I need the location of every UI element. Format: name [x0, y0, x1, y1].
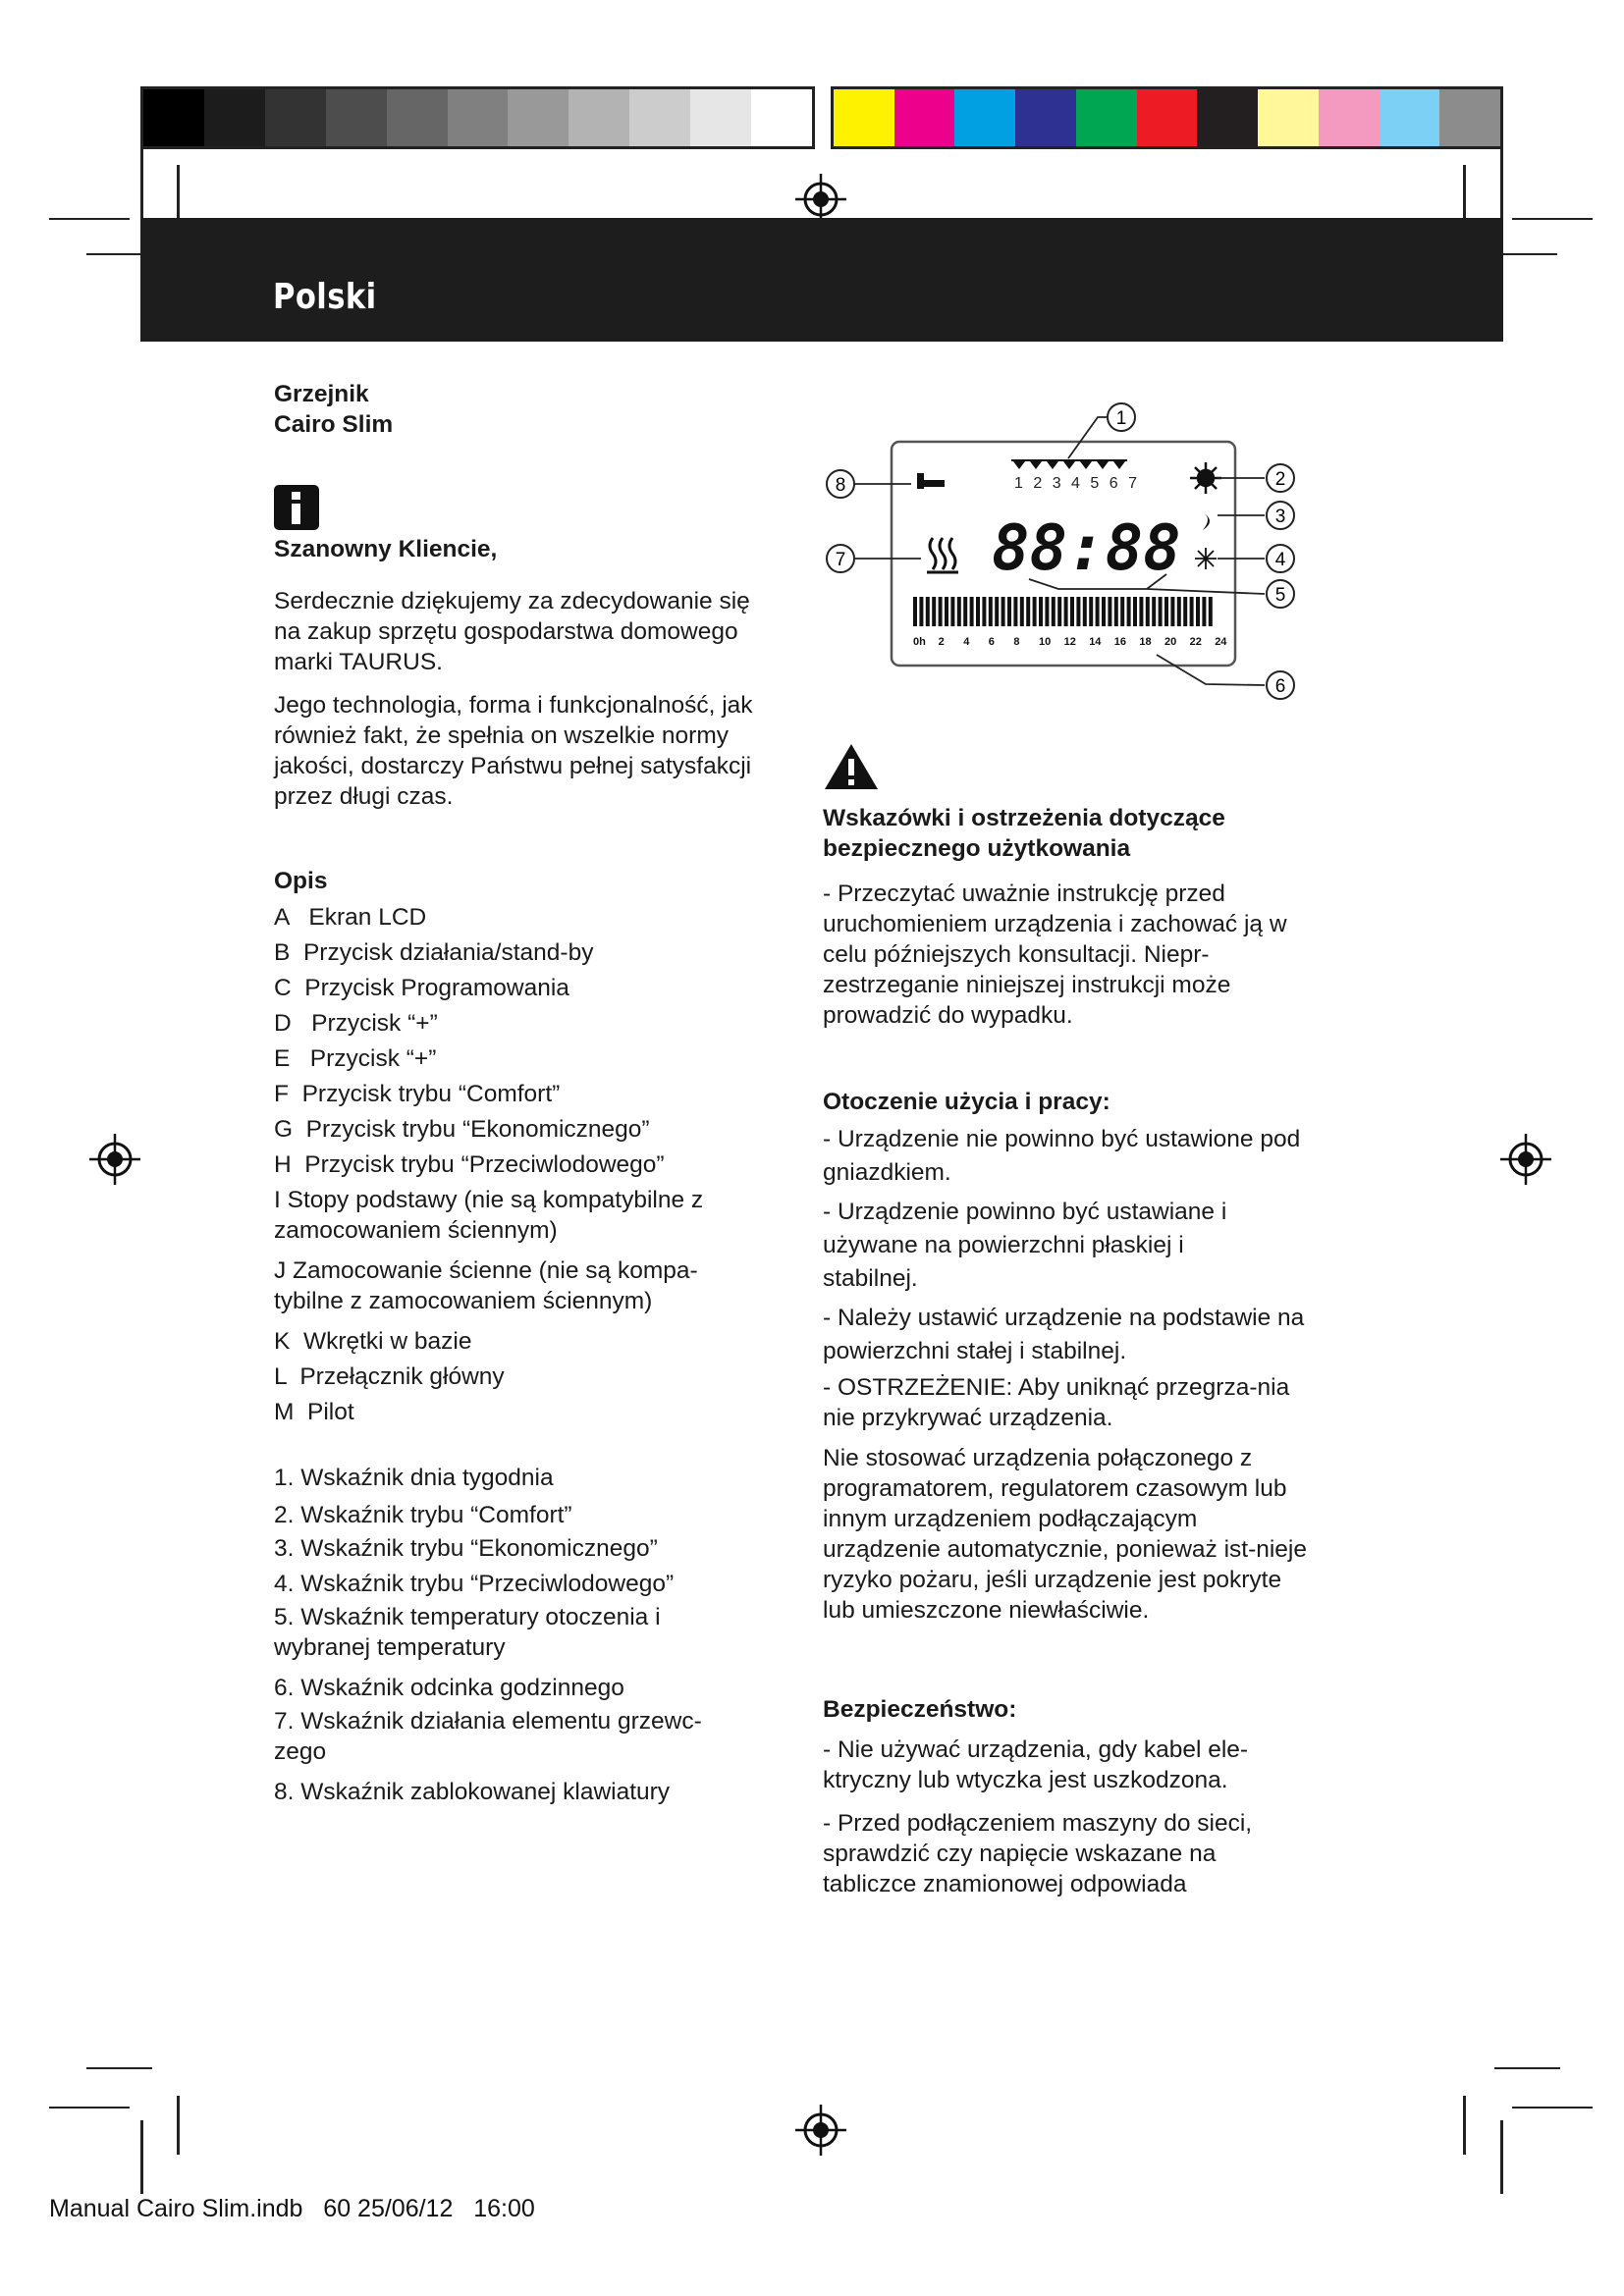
hour-bar — [950, 597, 954, 626]
hour-bar — [1052, 597, 1056, 626]
crop-mark — [1512, 218, 1593, 220]
callout-4 — [1267, 545, 1294, 572]
crop-mark — [1463, 165, 1466, 226]
hour-bar — [1170, 597, 1174, 626]
hour-label: 22 — [1189, 636, 1202, 648]
hour-bar — [1013, 597, 1017, 626]
list-item: 7. Wskaźnik działania elementu grzewc-zego — [274, 1708, 702, 1765]
right-column — [823, 742, 1314, 1899]
hour-bar — [1177, 597, 1181, 626]
hour-bar — [1076, 597, 1080, 626]
crop-mark — [140, 120, 143, 226]
hour-bar — [1020, 597, 1024, 626]
list-item: F Przycisk trybu “Comfort” — [274, 1081, 561, 1107]
crop-mark — [177, 165, 180, 226]
hour-bar — [1070, 597, 1074, 626]
callout-6 — [1267, 671, 1294, 699]
environment-heading: Otoczenie użycia i pracy: — [823, 1089, 1110, 1115]
hour-label: 8 — [1013, 636, 1020, 648]
list-item: - Przed podłączeniem maszyny do sieci, sprawdzić czy napięcie wskazane na tabliczce znamionowej odpowiada — [823, 1810, 1253, 1897]
crop-mark — [1512, 2107, 1593, 2109]
list-item: 6. Wskaźnik odcinka godzinnego — [274, 1675, 624, 1701]
safety-text: - Przeczytać uważnie instrukcję przed uruchomieniem urządzenia i zachować ją w celu późniejszych konsultacji. Niepr-zestrzeganie niniejszej instrukcji może prowadzić do wypadku. — [823, 881, 1287, 1029]
hour-bar — [1139, 597, 1143, 626]
hour-bar — [1045, 597, 1049, 626]
day-numbers: 1 2 3 4 5 6 7 — [1014, 475, 1140, 492]
callout-5 — [1267, 580, 1294, 608]
hour-bar — [1202, 597, 1206, 626]
environment-list — [823, 1123, 1314, 1626]
color-swatch — [326, 89, 387, 146]
svg-text:4: 4 — [1274, 550, 1286, 570]
hour-bar — [1159, 597, 1163, 626]
hour-label: 12 — [1063, 636, 1076, 648]
color-swatch — [448, 89, 509, 146]
color-swatch — [1380, 89, 1440, 146]
product-name: Cairo Slim — [274, 411, 394, 438]
color-swatch — [751, 89, 812, 146]
list-item: A Ekran LCD — [274, 904, 427, 931]
list-item: J Zamocowanie ścienne (nie są kompa-tybilne z zamocowaniem ściennym) — [274, 1257, 698, 1314]
hour-bar — [1096, 597, 1100, 626]
color-swatch — [690, 89, 751, 146]
crop-mark — [49, 218, 130, 220]
registration-mark-icon — [1498, 1132, 1553, 1187]
hour-bar — [963, 597, 967, 626]
list-item: C Przycisk Programowania — [274, 975, 569, 1001]
intro-paragraph: Jego technologia, forma i funkcjonalność, jak również fakt, że spełnia on wszelkie normy jakości, dostarczy Państwu pełnej satysfakcji przez długi czas. — [274, 692, 753, 810]
color-swatch — [568, 89, 629, 146]
callout-1 — [1108, 403, 1135, 431]
crop-mark — [1500, 120, 1503, 226]
hour-label: 6 — [988, 636, 995, 648]
lcd-digits: 88:88 — [992, 512, 1181, 585]
language-title: Polski — [273, 277, 377, 317]
list-item: - Urządzenie powinno być ustawiane i używane na powierzchni płaskiej i stabilnej. — [823, 1199, 1227, 1292]
list-item: D Przycisk “+” — [274, 1010, 438, 1037]
color-swatch — [508, 89, 568, 146]
parts-list — [274, 902, 745, 1427]
hour-bar — [995, 597, 999, 626]
list-item: B Przycisk działania/stand-by — [274, 939, 594, 966]
hour-bar — [1146, 597, 1150, 626]
hour-bar — [1120, 597, 1124, 626]
list-item: 4. Wskaźnik trybu “Przeciwlodowego” — [274, 1571, 675, 1597]
crop-mark — [1494, 2067, 1560, 2069]
greeting: Szanowny Kliencie, — [274, 536, 498, 562]
crop-mark — [86, 2067, 152, 2069]
registration-mark-icon — [87, 1132, 142, 1187]
callout-8 — [827, 470, 854, 498]
color-swatch — [894, 89, 955, 146]
list-item: 5. Wskaźnik temperatury otoczenia i wybranej temperatury — [274, 1604, 661, 1661]
hour-bar — [945, 597, 948, 626]
hour-bar — [1190, 597, 1194, 626]
hour-label: 2 — [938, 636, 945, 648]
crop-mark — [49, 2107, 130, 2109]
print-slug: Manual Cairo Slim.indb 60 25/06/12 16:00 — [49, 2195, 535, 2222]
hour-bar — [1152, 597, 1156, 626]
gray-swatch-bar — [140, 86, 815, 149]
crop-mark — [1463, 2096, 1466, 2155]
product-type: Grzejnik — [274, 381, 369, 407]
hour-bar — [1196, 597, 1200, 626]
hour-bar — [919, 597, 923, 626]
list-item: G Przycisk trybu “Ekonomicznego” — [274, 1116, 650, 1143]
svg-text:2: 2 — [1274, 469, 1286, 490]
left-column — [274, 379, 765, 1807]
list-item: Nie stosować urządzenia połączonego z programatorem, regulatorem czasowym lub innym urządzeniem podłączającym urządzenie automatycznie, ponieważ ist-nieje ryzyko pożaru, jeśli urządzenie jest pokryte lub umieszczone niewłaściwie. — [823, 1445, 1307, 1624]
hour-bar — [1007, 597, 1011, 626]
list-item: H Przycisk trybu “Przeciwlodowego” — [274, 1151, 665, 1178]
hour-bar — [1127, 597, 1131, 626]
indicator-list — [274, 1463, 745, 1807]
hour-bar — [982, 597, 986, 626]
hour-bar — [1039, 597, 1043, 626]
hour-bar — [1164, 597, 1168, 626]
list-item: - OSTRZEŻENIE: Aby uniknąć przegrza-nia nie przykrywać urządzenia. — [823, 1374, 1290, 1431]
crop-mark — [86, 253, 140, 255]
crop-mark — [1500, 2120, 1503, 2194]
svg-text:6: 6 — [1274, 676, 1286, 697]
list-item: 8. Wskaźnik zablokowanej klawiatury — [274, 1779, 671, 1805]
hour-label: 10 — [1039, 636, 1052, 648]
hour-label: 18 — [1139, 636, 1152, 648]
hour-bar — [1209, 597, 1213, 626]
hour-bar — [970, 597, 974, 626]
list-item: - Urządzenie nie powinno być ustawione pod gniazdkiem. — [823, 1126, 1301, 1186]
hour-bar — [1114, 597, 1118, 626]
list-item: - Nie używać urządzenia, gdy kabel ele-ktryczny lub wtyczka jest uszkodzona. — [823, 1736, 1249, 1793]
callout-2 — [1267, 464, 1294, 492]
color-swatch — [204, 89, 265, 146]
color-swatch — [1015, 89, 1076, 146]
lcd-diagram — [823, 398, 1333, 712]
color-swatch — [387, 89, 448, 146]
warning-icon — [823, 742, 880, 791]
hour-bar — [1083, 597, 1087, 626]
hour-label: 16 — [1113, 636, 1127, 648]
list-item: M Pilot — [274, 1399, 354, 1425]
hour-bar — [1057, 597, 1061, 626]
hour-bar — [913, 597, 917, 626]
hour-bar — [1033, 597, 1037, 626]
hour-label: 24 — [1215, 636, 1227, 648]
svg-text:7: 7 — [835, 550, 846, 570]
hour-label: 20 — [1164, 636, 1177, 648]
list-item: I Stopy podstawy (nie są kompatybilne z zamocowaniem ściennym) — [274, 1187, 704, 1244]
hour-bar — [1183, 597, 1187, 626]
callout-3 — [1267, 502, 1294, 529]
list-item: K Wkrętki w bazie — [274, 1328, 472, 1355]
info-icon — [274, 485, 319, 530]
color-swatch — [1197, 89, 1258, 146]
hour-bar — [1133, 597, 1137, 626]
crop-mark — [177, 2096, 180, 2155]
list-item: E Przycisk “+” — [274, 1045, 437, 1072]
color-swatch — [629, 89, 690, 146]
color-swatch — [1319, 89, 1380, 146]
registration-mark-icon — [793, 2103, 848, 2158]
svg-text:8: 8 — [835, 475, 846, 496]
hour-bar — [989, 597, 993, 626]
hour-bar — [976, 597, 980, 626]
hour-bar — [1089, 597, 1093, 626]
color-swatch — [265, 89, 326, 146]
list-item: 2. Wskaźnik trybu “Comfort” — [274, 1502, 572, 1528]
crop-mark — [140, 2120, 143, 2194]
security-heading: Bezpieczeństwo: — [823, 1696, 1017, 1723]
hour-bar — [957, 597, 961, 626]
hour-bar — [932, 597, 936, 626]
hour-bar — [939, 597, 943, 626]
color-swatch — [1439, 89, 1500, 146]
hour-label: 14 — [1089, 636, 1102, 648]
svg-text:3: 3 — [1274, 507, 1286, 527]
safety-heading: Wskazówki i ostrzeżenia dotyczące bezpiecznego użytkowania — [823, 805, 1225, 862]
color-swatch — [1076, 89, 1137, 146]
hour-bar — [1108, 597, 1111, 626]
intro-paragraph: Serdecznie dziękujemy za zdecydowanie się na zakup sprzętu gospodarstwa domowego marki TAURUS. — [274, 588, 750, 675]
list-item: 1. Wskaźnik dnia tygodnia — [274, 1465, 554, 1491]
crop-mark — [1503, 253, 1557, 255]
hour-bar — [1064, 597, 1068, 626]
color-swatch — [834, 89, 894, 146]
list-item: L Przełącznik główny — [274, 1363, 505, 1390]
color-swatch — [954, 89, 1015, 146]
hour-bar — [1102, 597, 1106, 626]
svg-text:1: 1 — [1115, 408, 1127, 429]
svg-text:5: 5 — [1274, 585, 1286, 606]
hour-bar — [1001, 597, 1005, 626]
snowflake-icon — [1195, 548, 1217, 569]
color-swatch — [143, 89, 204, 146]
color-swatch — [1137, 89, 1198, 146]
list-item: 3. Wskaźnik trybu “Ekonomicznego” — [274, 1535, 658, 1562]
hour-bar — [1026, 597, 1030, 626]
color-swatch — [1258, 89, 1319, 146]
list-item: - Należy ustawić urządzenie na podstawie na powierzchni stałej i stabilnej. — [823, 1305, 1305, 1364]
color-swatch-bar — [831, 86, 1503, 149]
hour-label: 0h — [913, 636, 926, 648]
callout-7 — [827, 545, 854, 572]
hour-label: 4 — [963, 636, 970, 648]
opis-heading: Opis — [274, 868, 328, 894]
hour-bar — [926, 597, 930, 626]
